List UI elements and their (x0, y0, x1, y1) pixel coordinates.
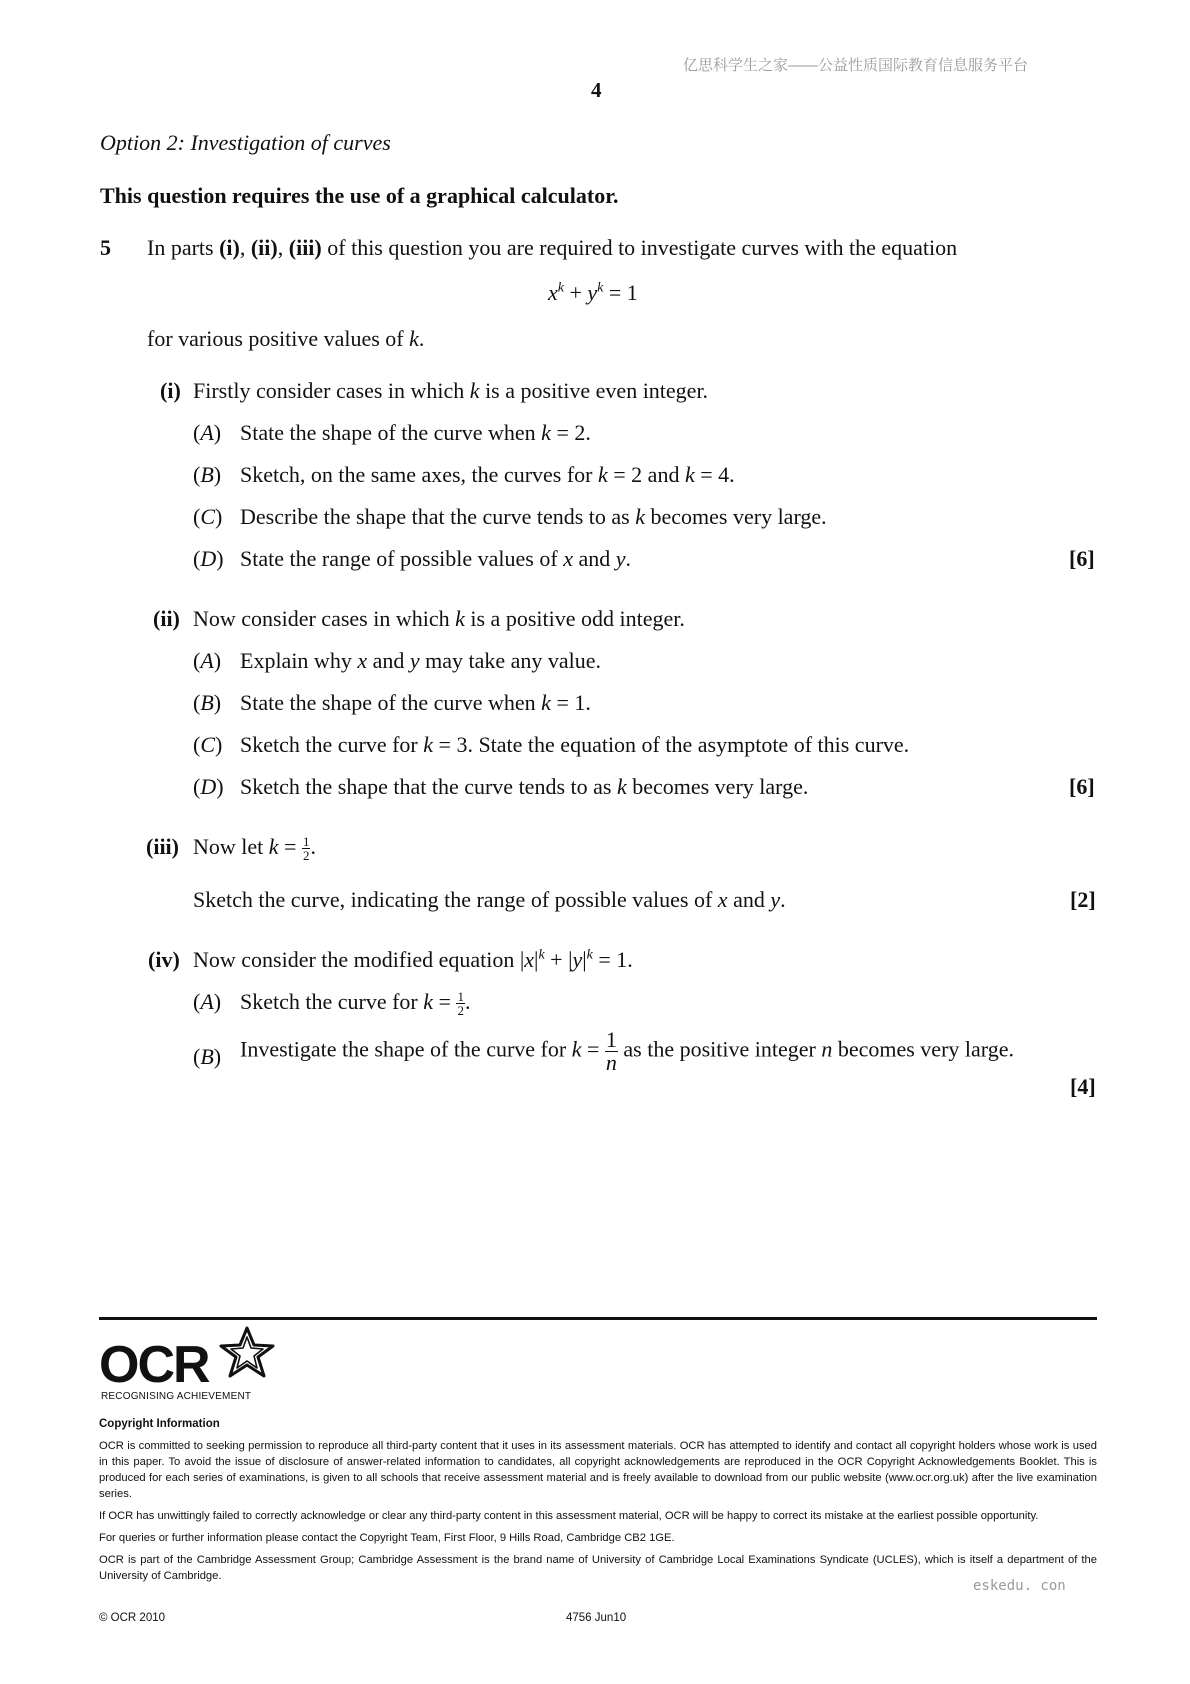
page-number: 4 (591, 78, 602, 102)
part-ii-d-label: (D) (193, 774, 224, 799)
ocr-logo-text: OCR (99, 1336, 209, 1394)
part-iv-plus: + | (544, 947, 573, 972)
part-iii-frac-den: 2 (302, 848, 310, 864)
part-i-d-y: y (615, 546, 626, 571)
part-i-d-text-a: State the range of possible values of (240, 546, 564, 571)
part-i-label-text: (i) (160, 378, 181, 403)
part-iv-b-label: (B) (193, 1044, 222, 1069)
part-i-a-text-a: State the shape of the curve when (240, 420, 542, 445)
eq-rhs: = 1 (603, 280, 638, 305)
part-i-b-text-a: Sketch, on the same axes, the curves for (240, 462, 598, 487)
part-iv-b-fraction (605, 1029, 618, 1074)
part-iv-a-label: (A) (193, 989, 222, 1014)
copyright-heading: Copyright Information (99, 1418, 220, 1430)
part-i-a-label: (A) (193, 420, 222, 445)
part-ii-a-text-a: Explain why (240, 648, 358, 673)
part-iii-text-a: Now let (193, 834, 269, 859)
part-ii-d-letter: D (200, 774, 217, 799)
part-iii-label-text: (iii) (146, 834, 179, 859)
part-i-b-letter: B (200, 462, 214, 487)
part-i-c-label: (C) (193, 504, 223, 529)
part-i-a-text-b: = 2. (550, 420, 591, 445)
part-i-d-letter: D (200, 546, 217, 571)
part-iii-marks: [2] (1070, 887, 1096, 912)
part-ii-d-text (240, 774, 808, 800)
main-equation (548, 280, 638, 306)
part-iv-b-frac-den: n (605, 1050, 617, 1075)
part-ii-a-text-b: and (367, 648, 410, 673)
part-iv-b-text-d: becomes very large. (832, 1036, 1014, 1062)
part-iv-b-k: k (571, 1036, 582, 1062)
part-i-b-k1: k (598, 462, 608, 487)
part-iv-b-n: n (821, 1036, 833, 1062)
part-i-d-x: x (563, 546, 573, 571)
part-i-stem (193, 378, 708, 404)
part-iv-label-text: (iv) (148, 947, 180, 972)
part-iv-a-k: k (423, 989, 434, 1014)
part-i-d-text (240, 546, 631, 572)
calculator-note-text: This question requires the use of a graphical calculator. (100, 183, 619, 208)
question-intro (147, 235, 957, 261)
intro-sep-2: , (277, 235, 289, 260)
ocr-logo-tagline: RECOGNISING ACHIEVEMENT (101, 1391, 252, 1402)
part-ii-a-text (240, 648, 601, 674)
part-ii-c-text-a: Sketch the curve for (240, 732, 424, 757)
part-i-c-text-a: Describe the shape that the curve tends to as (240, 504, 636, 529)
ocr-logo (99, 1325, 279, 1405)
part-i-marks: [6] (1069, 546, 1095, 571)
part-ii-a-letter: A (200, 648, 214, 673)
part-ii-c-text (240, 732, 909, 758)
part-iv-x: x (524, 947, 535, 972)
part-iv-a-text-b: = (433, 989, 457, 1014)
part-ii-stem (193, 606, 685, 632)
part-ii-b-label: (B) (193, 690, 222, 715)
part-iv-exp-2: k (586, 947, 593, 963)
option-title-text: Option 2: Investigation of curves (100, 130, 391, 155)
part-i-a-letter: A (200, 420, 214, 445)
part-iv-stem: Now consider the modified equation $|x|^k + |y|^k = 1$. (193, 947, 633, 972)
part-iv-y: y (572, 947, 583, 972)
part-iv-a-text-c: . (464, 989, 471, 1014)
part-iii-stem (193, 834, 316, 862)
part-iii-line2 (193, 887, 786, 913)
part-i-text-b: is a positive even integer. (479, 378, 709, 403)
part-ii-k: k (455, 606, 465, 631)
part-iii-frac-num: 1 (302, 834, 310, 850)
part-ii-marks: [6] (1069, 774, 1095, 799)
part-iv-b-letter: B (200, 1044, 214, 1069)
part-ii-label (153, 606, 180, 632)
part-ii-c-label: (C) (193, 732, 223, 757)
part-ii-d-text-a: Sketch the shape that the curve tends to as (240, 774, 617, 799)
part-i-b-text (240, 462, 735, 488)
eq-x: x (548, 280, 558, 305)
part-iii-line2-c: . (780, 887, 786, 912)
part-i-b-text-b: = 2 and (607, 462, 685, 487)
part-iv-a-frac-num: 1 (457, 989, 464, 1005)
part-ii-d-k: k (616, 774, 627, 799)
option-title (100, 130, 391, 156)
part-iv-b-text (240, 1029, 1014, 1074)
part-iii-text-b: = (278, 834, 302, 859)
intro-text-b: of this question you are required to investigate curves with the equation (321, 235, 958, 260)
part-i-d-label: (D) (193, 546, 224, 571)
intro-text-a: In parts (147, 235, 220, 260)
part-i-c-text (240, 504, 827, 530)
footer-rule (99, 1317, 1097, 1320)
part-i-k: k (469, 378, 480, 403)
question-intro-c (147, 326, 424, 352)
intro-sep-1: , (239, 235, 251, 260)
copyright-para-2: If OCR has unwittingly failed to correctly acknowledge or clear any third-party content in this assessment material, OCR will be happy to correct its mistake at the earliest possible opportunity. (99, 1510, 1039, 1522)
part-i-c-text-b: becomes very large. (645, 504, 827, 529)
part-i-b-k2: k (684, 462, 695, 487)
part-iv-b-text-c: as the positive integer (617, 1036, 822, 1062)
part-i-d-text-c: . (625, 546, 631, 571)
part-i-label (160, 378, 181, 404)
ref-part-i: (i) (219, 235, 240, 260)
copyright-para-3: For queries or further information please contact the Copyright Team, First Floor, 9 Hills Road, Cambridge CB2 1GE. (99, 1532, 675, 1544)
part-iii-label (146, 834, 179, 860)
part-iv-marks: [4] (1070, 1074, 1096, 1099)
part-iv-text-b: = 1. (592, 947, 633, 972)
part-iv-b-text-a: Investigate the shape of the curve for (240, 1036, 572, 1062)
ocr-star-icon (217, 1325, 277, 1379)
question-number (100, 235, 111, 261)
part-ii-b-k: k (541, 690, 551, 715)
part-ii-a-text-c: may take any value. (419, 648, 602, 673)
part-iii-k: k (268, 834, 279, 859)
part-ii-b-text (240, 690, 591, 716)
part-iv-label (148, 947, 180, 973)
part-i-a-text (240, 420, 591, 446)
part-ii-b-text-a: State the shape of the curve when (240, 690, 542, 715)
part-ii-b-text-b: = 1. (550, 690, 591, 715)
part-ii-c-k: k (423, 732, 434, 757)
part-iii-x: x (717, 887, 728, 912)
ref-part-iii: (iii) (288, 235, 322, 260)
part-iv-b-frac-num: 1 (605, 1027, 617, 1052)
copyright-para-4: OCR is part of the Cambridge Assessment Group; Cambridge Assessment is the brand name of University of Cambridge Local Examinations Syndicate (UCLES), which is itself a department of the University of Cambridge. (99, 1554, 1097, 1582)
footer-copyright: © OCR 2010 (99, 1612, 166, 1624)
intro-c-text-a: for various positive values of (147, 326, 410, 351)
part-ii-c-text-b: = 3. State the equation of the asymptote of this curve. (433, 732, 910, 757)
part-ii-text-a: Now consider cases in which (193, 606, 456, 631)
part-ii-a-y: y (409, 648, 420, 673)
footer-paper-code: 4756 Jun10 (566, 1612, 627, 1624)
site-watermark: eskedu. con (973, 1578, 1066, 1594)
copyright-para-1: OCR is committed to seeking permission to reproduce all third-party content that it uses in its assessment materials. OCR has attempted to identify and contact all copyright holders whose work is used in this paper. To avoid the issue of disclosure of answer-related information to candidates, all copyright acknowledgements are reproduced in the OCR Copyright Acknowledgements Booklet. This is produced for each series of examinations, is given to all schools that receive assessment material and is freely available to download from our public website (www.ocr.org.uk) after the live examination series. (99, 1440, 1097, 1500)
part-iv-a-frac-den: 2 (457, 1003, 464, 1019)
part-ii-a-label: (A) (193, 648, 222, 673)
header-watermark: 亿思科学生之家——公益性质国际教育信息服务平台 (683, 57, 1029, 74)
part-ii-a-x: x (357, 648, 368, 673)
part-iv-exp-1: k (538, 947, 545, 963)
eq-exp-1: k (557, 280, 564, 296)
part-ii-label-text: (ii) (153, 606, 180, 631)
part-i-text-a: Firstly consider cases in which (193, 378, 470, 403)
part-iii-text-c: . (310, 834, 316, 859)
part-iv-a-letter: A (200, 989, 214, 1014)
ref-part-ii: (ii) (250, 235, 278, 260)
part-iii-y: y (770, 887, 781, 912)
part-iv-a-fraction (456, 990, 465, 1017)
question-number-text: 5 (100, 235, 111, 260)
part-iv-a-text-a: Sketch the curve for (240, 989, 424, 1014)
part-iii-line2-b: and (727, 887, 771, 912)
part-i-b-text-c: = 4. (694, 462, 735, 487)
eq-exp-2: k (597, 280, 604, 296)
intro-c-text-b: . (418, 326, 425, 351)
part-iv-b-text-b: = (581, 1036, 605, 1062)
part-ii-c-letter: C (200, 732, 216, 757)
copyright-text (99, 1438, 1097, 1584)
eq-y: y (587, 280, 598, 305)
intro-c-k: k (409, 326, 419, 351)
part-ii-d-text-b: becomes very large. (626, 774, 809, 799)
part-i-b-label: (B) (193, 462, 222, 487)
eq-plus: + (563, 280, 588, 305)
part-i-c-letter: C (200, 504, 216, 529)
part-i-a-k: k (541, 420, 551, 445)
part-iv-a-text (240, 989, 470, 1017)
part-ii-b-letter: B (200, 690, 214, 715)
part-i-d-text-b: and (572, 546, 616, 571)
calculator-note (100, 183, 618, 209)
part-iv-text-a: Now consider the modified equation | (193, 947, 525, 972)
part-iii-line2-a: Sketch the curve, indicating the range of possible values of (193, 887, 718, 912)
part-ii-text-b: is a positive odd integer. (464, 606, 685, 631)
part-i-c-k: k (635, 504, 646, 529)
